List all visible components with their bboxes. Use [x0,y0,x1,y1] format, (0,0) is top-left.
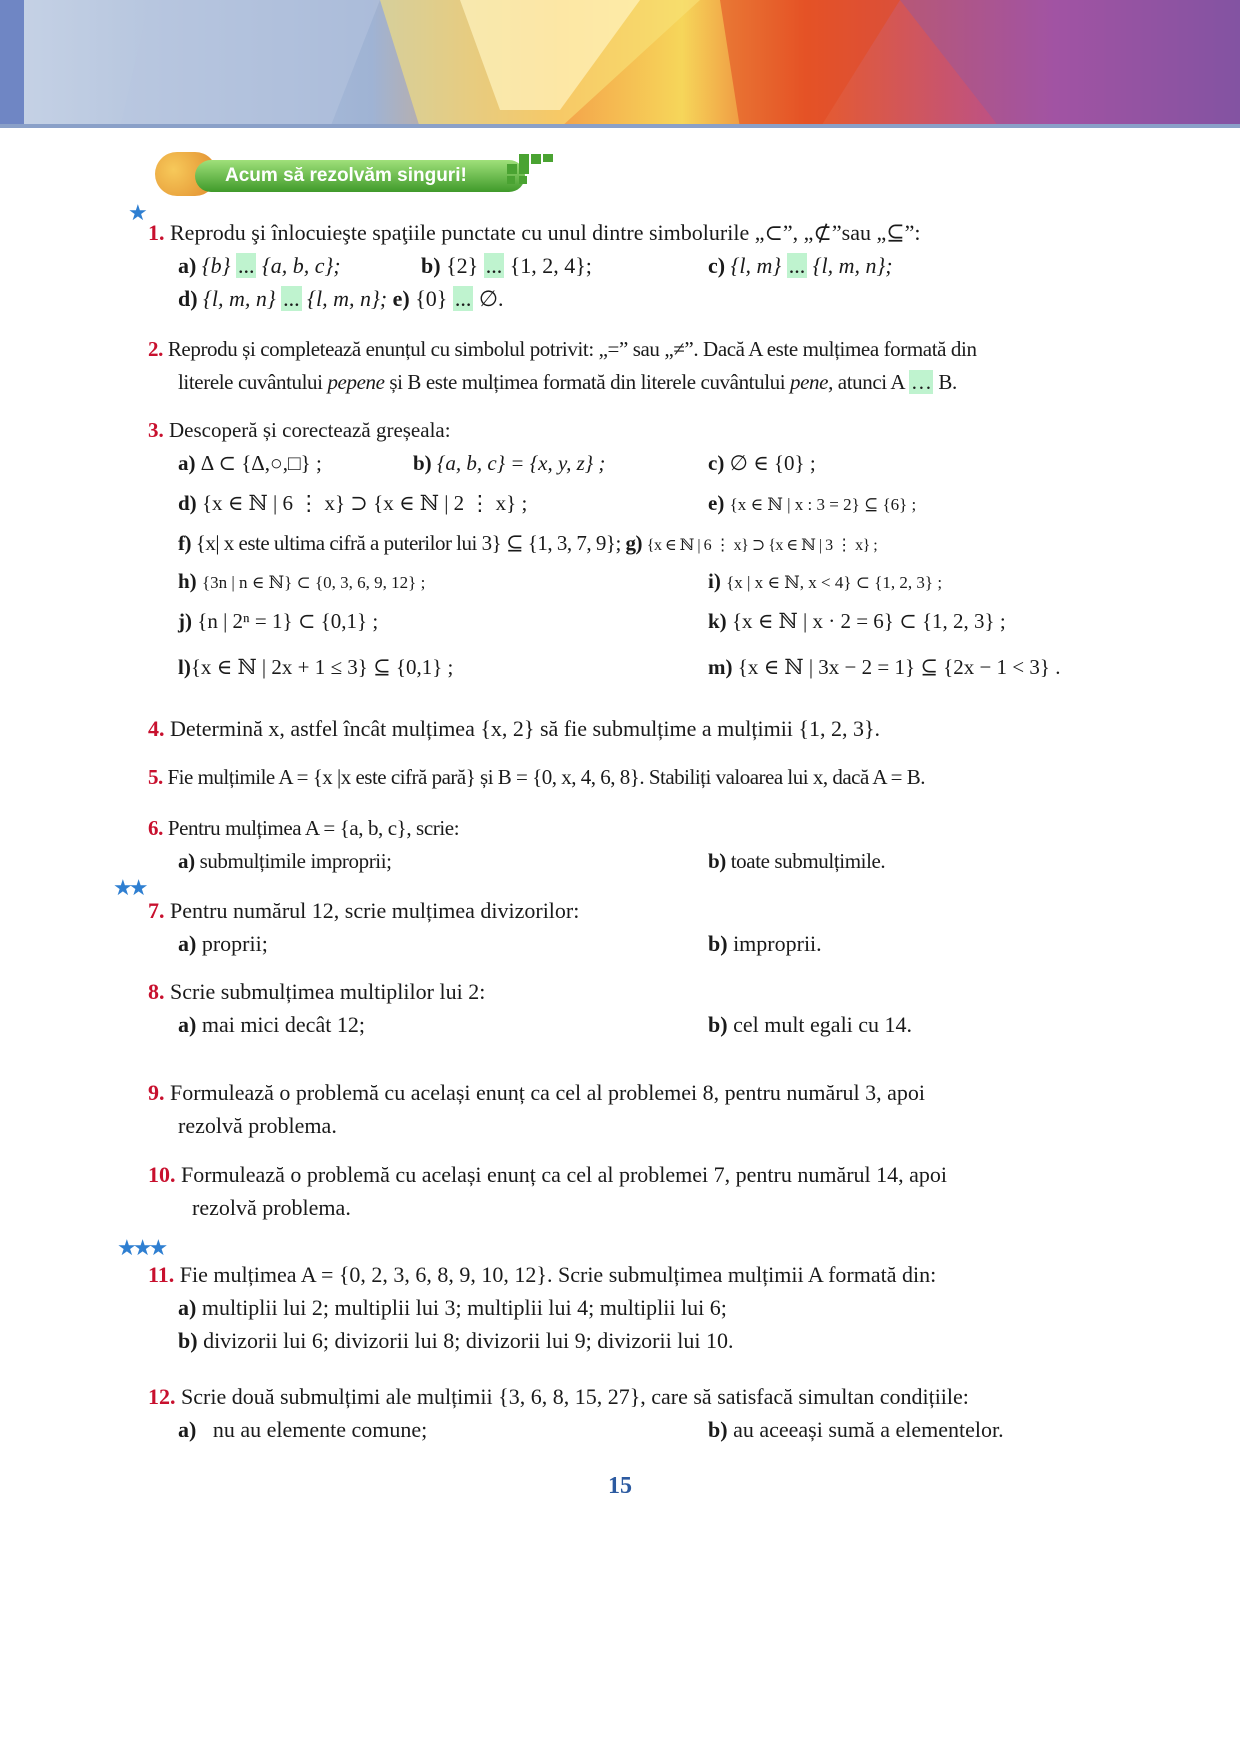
item-label: c) [708,451,725,475]
exercise-text-cont: rezolvă problema. [192,1195,351,1220]
difficulty-one-star-icon: ★ [128,200,144,225]
blank-slot: ... [283,286,300,311]
exercise-3 [148,414,1098,691]
exercise-number: 12. [148,1384,176,1409]
item-text: improprii. [733,931,822,956]
statement-c: ∅ ∈ {0} ; [729,451,816,475]
exercise-text: Scrie submulțimea multiplilor lui 2: [170,979,486,1004]
exercise-text: Pentru mulțimea A = {a, b, c}, scrie: [167,816,460,840]
item-label: g) [625,531,643,555]
set-left: {0} [415,286,448,311]
exercise-4 [148,712,1098,745]
blank-slot: ... [237,253,255,278]
item-label: a) [178,931,197,956]
exercise-number: 9. [148,1080,165,1105]
banner-bottom-line [0,124,1240,128]
blank-slot: ... [485,253,503,278]
item-label: b) [178,1328,198,1353]
exercise-5 [148,761,1098,794]
exercise-number: 11. [148,1262,175,1287]
statement-d: {x ∈ ℕ | 6 ⋮ x} ⊃ {x ∈ ℕ | 2 ⋮ x} ; [201,491,528,515]
item-label: c) [708,253,726,278]
exercise-text: Determină x, astfel încât mulțimea {x, 2} să fie submulțime a mulțimii {1, 2, 3}. [170,716,881,741]
exercise-text-cont: rezolvă problema. [178,1113,337,1138]
item-label: b) [413,451,432,475]
item-label: e) [392,286,410,311]
item-label: l) [178,655,191,679]
statement-b: {a, b, c} = {x, y, z} ; [436,451,606,475]
item-label: f) [178,531,191,555]
item-label: a) [178,849,195,873]
item-label: b) [708,1012,728,1037]
item-text: proprii; [201,931,268,956]
difficulty-three-stars-icon: ★★★ [117,1235,165,1260]
exercise-1 [148,216,1098,315]
item-label: a) [178,1295,197,1320]
item-label: a) [178,253,197,278]
item-label: d) [178,286,198,311]
item-label: b) [708,931,728,956]
item-label: i) [708,569,721,593]
exercise-number: 8. [148,979,165,1004]
exercise-7 [148,894,1098,960]
item-label: k) [708,609,727,633]
blank-slot: ... [788,253,806,278]
item-label: b) [421,253,441,278]
exercise-number: 6. [148,816,163,840]
text-part: și B este mulțimea formată din literele cuvântului [389,370,786,394]
exercise-text: Formulează o problemă cu același enunț ca cel al problemei 7, pentru numărul 14, apoi [181,1162,948,1187]
exercise-text: Pentru numărul 12, scrie mulțimea divizorilor: [170,898,580,923]
exercise-10 [148,1158,1098,1224]
statement-i: {x | x ∈ ℕ, x < 4} ⊂ {1, 2, 3} ; [726,573,943,592]
exercise-8 [148,975,1098,1041]
statement-a: Δ ⊂ {Δ,○,□} ; [200,451,322,475]
exercise-number: 7. [148,898,165,923]
exercise-text: Scrie două submulțimi ale mulțimii {3, 6, 8, 15, 27}, care să satisfacă simultan condițiile: [181,1384,969,1409]
statement-k: {x ∈ ℕ | x · 2 = 6} ⊂ {1, 2, 3} ; [731,609,1006,633]
banner-decoration [0,0,1240,128]
exercise-number: 1. [148,220,165,245]
statement-j: {n | 2ⁿ = 1} ⊂ {0,1} ; [197,609,379,633]
item-label: d) [178,491,197,515]
exercise-text: Reprodu şi înlocuieşte spaţiile punctate cu unul dintre simbolurile „⊂”, „⊄”sau „⊆”: [170,220,921,245]
set-right: ∅. [478,286,504,311]
item-text: mai mici decât 12; [201,1012,365,1037]
exercise-11 [148,1258,1098,1357]
item-label: b) [708,1417,728,1442]
exercise-2 [148,333,1098,399]
item-text: au aceeași sumă a elementelor. [733,1417,1004,1442]
statement-l: {x ∈ ℕ | 2x + 1 ≤ 3} ⊆ {0,1} ; [190,655,454,679]
page-number: 15 [608,1473,632,1499]
difficulty-two-stars-icon: ★★ [113,875,145,900]
exercise-number: 2. [148,337,163,361]
text-part: B. [938,370,957,394]
statement-f: {x| x este ultima cifră a puterilor lui 3} ⊆ {1, 3, 7, 9}; [195,531,621,555]
statement-h: {3n | n ∈ ℕ} ⊂ {0, 3, 6, 9, 12} ; [201,573,426,592]
exercise-text: Formulează o problemă cu același enunț ca cel al problemei 8, pentru numărul 3, apoi [170,1080,926,1105]
text-part: literele cuvântului [178,370,323,394]
set-right: {1, 2, 4}; [509,253,592,278]
set-left: {l, m} [730,253,782,278]
header-banner-image [0,0,1240,128]
item-label: a) [178,451,196,475]
item-text: toate submulțimile. [730,849,886,873]
word-pepene: pepene [327,370,385,394]
item-label: e) [708,491,725,515]
item-text: multiplii lui 2; multiplii lui 3; multiplii lui 4; multiplii lui 6; [201,1295,727,1320]
set-right: {l, m, n}; [307,286,388,311]
set-left: {l, m, n} [203,286,276,311]
green-squares-icon [507,154,555,184]
blank-slot: … [910,370,932,394]
exercise-number: 5. [148,765,163,789]
item-text: submulțimile improprii; [199,849,392,873]
item-label: b) [708,849,726,873]
exercise-6 [148,812,1098,878]
item-text: cel mult egali cu 14. [733,1012,913,1037]
item-label: j) [178,609,192,633]
exercise-9 [148,1076,1098,1142]
blank-slot: ... [454,286,472,311]
item-label: m) [708,655,733,679]
item-label: a) [178,1417,197,1442]
item-label: a) [178,1012,197,1037]
set-left: {2} [446,253,479,278]
text-part: atunci A [837,370,905,394]
exercise-number: 4. [148,716,165,741]
exercise-number: 10. [148,1162,176,1187]
set-right: {l, m, n}; [812,253,893,278]
statement-e: {x ∈ ℕ | x : 3 = 2} ⊆ {6} ; [729,495,917,514]
set-left: {b} [201,253,231,278]
exercise-text: Descoperă și corectează greșeala: [169,418,451,442]
exercise-number: 3. [148,418,164,442]
exercise-text: Reprodu și completează enunțul cu simbolul potrivit: „=” sau „≠”. Dacă A este mulțimea formată din [167,337,977,361]
item-label: h) [178,569,197,593]
statement-m: {x ∈ ℕ | 3x − 2 = 1} ⊆ {2x − 1 < 3} . [737,655,1061,679]
statement-g: {x ∈ ℕ | 6 ⋮ x} ⊃ {x ∈ ℕ | 3 ⋮ x} ; [646,537,878,554]
exercise-text: Fie mulțimile A = {x |x este cifră pară} și B = {0, x, 4, 6, 8}. Stabiliți valoarea lui x, dacă A = B. [167,765,926,789]
exercise-text: Fie mulțimea A = {0, 2, 3, 6, 8, 9, 10, 12}. Scrie submulțimea mulțimii A formată din: [179,1262,937,1287]
item-text: divizorii lui 6; divizorii lui 8; divizorii lui 9; divizorii lui 10. [203,1328,734,1353]
item-text: nu au elemente comune; [212,1417,428,1442]
exercise-12 [148,1380,1098,1446]
section-badge-label: Acum să rezolvăm singuri! [195,160,525,192]
set-right: {a, b, c}; [261,253,341,278]
word-pene: pene, [790,370,833,394]
